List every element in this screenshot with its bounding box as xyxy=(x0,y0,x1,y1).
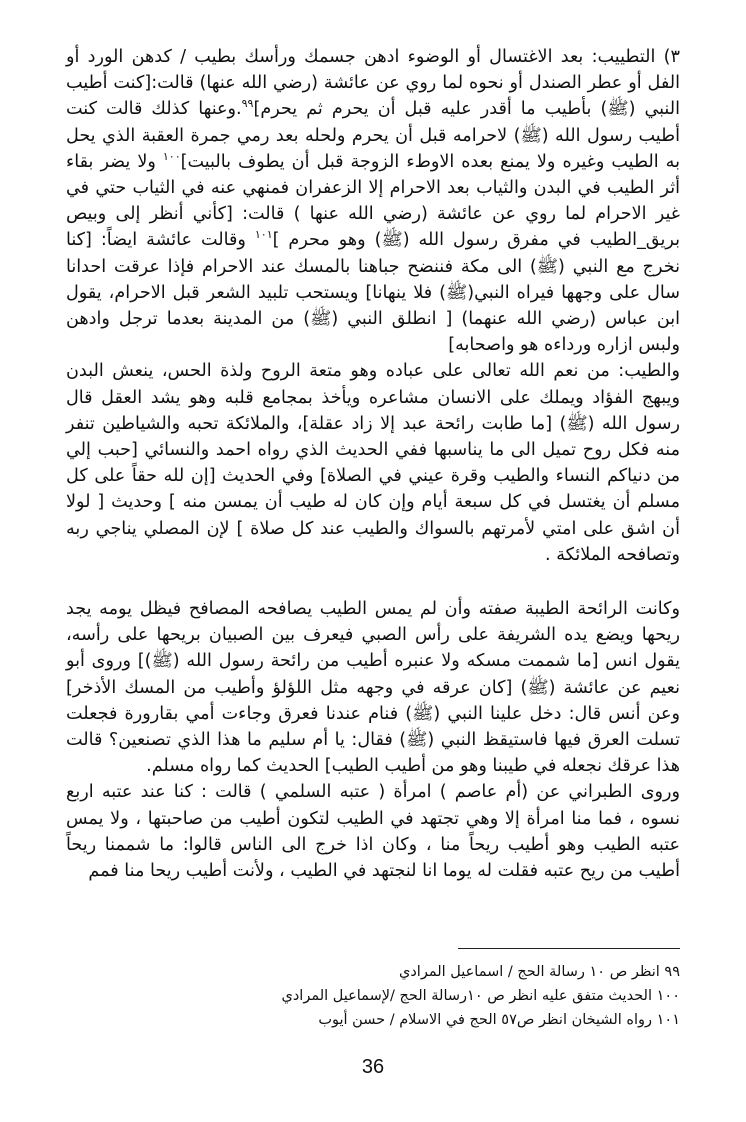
paragraph-prophet-scent: وكانت الرائحة الطيبة صفته وأن لم يمس الطيب يصافحه المصافح فيظل يومه يجد ريحها ويضع يده الشريفة على رأس الصبي فيعرف بين الصبيان بريحها على رأسه، يقول انس [ما شممت مسكه ولا عنبره أطيب من رائحة رسول الله (ﷺ)] وروى أبو نعيم عن عائشة (ﷺ) [كان عرقه في وجهه مثل اللؤلؤ وأطيب من المسك الأذخر] وعن أنس قال: دخل علينا النبي (ﷺ) فنام عندنا فعرق وجاءت أمي بقارورة فجعلت تسلت العرق فيها فاستيقظ النبي (ﷺ) فقال: يا أم سليم ما هذا الذي تصنعين؟ قالت هذا عرقك نجعله في طيبنا وهو من أطيب الطيب] الحديث كما رواه مسلم. xyxy=(66,599,680,777)
footnote-101: ١٠١ رواه الشيخان انظر ص٥٧ الحج في الاسلام / حسن أيوب xyxy=(318,1012,680,1028)
footnote-99: ٩٩ انظر ص ١٠ رسالة الحج / اسماعيل المرادي xyxy=(399,964,680,980)
footnote-100: ١٠٠ الحديث متفق عليه انظر ص ١٠رسالة الحج /لإسماعيل المرادي xyxy=(281,988,680,1004)
paragraph-text: ولا يضر بقاء أثر الطيب في البدن والثياب بعد الاحرام إلا الزعفران فمنهي عنه في الثياب حتي في غير الاحرام لما روي عن عائشة (رضي الله عنها ) قالت: [كأني أنظر إلى وبيص بريق_الطيب في مفرق رسول الله (ﷺ) وهو محرم ] xyxy=(66,151,680,251)
paragraph-tabarani: وروى الطبراني عن (أم عاصم ) امرأة ( عتبه السلمي ) قالت : كنا عند عتبه اربع نسوه ، فما منا امرأة إلا وهي تجتهد في الطيب لتكون أطيب من صاحبتها ، ولا يمس عتبه الطيب وهو أطيب ريحاً منا ، وكان اذا خرج الى الناس قالوا: ما شممنا ريحاً أطيب من ريح عتبه فقلت له يوما انا لنجتهد في الطيب ، ولأنت أطيب ريحا منا فمم xyxy=(66,782,680,882)
footnote-divider xyxy=(458,948,680,949)
footnote-ref-101: ١٠١ xyxy=(254,228,273,242)
paragraph-text: التطييب: بعد الاغتسال أو الوضوء ادهن جسمك ورأسك بطيب / كدهن الورد أو الفل أو عطر الصندل أو نحوه لما روي عن عائشة (رضي الله عنها) قالت:[كنت أطيب النبي (ﷺ) بأطيب ما أقدر عليه قبل أن يحرم ثم يحرم] xyxy=(66,47,680,120)
paragraph-perfuming xyxy=(66,44,680,358)
footnotes xyxy=(66,960,680,1032)
main-text xyxy=(66,44,680,884)
paragraph-text: .وعنها كذلك قالت كنت أطيب رسول الله (ﷺ) لاحرامه قبل أن يحرم ولحله بعد رمي جمرة العقبة الذي يحل به الطيب وغيره ولا يمنع بعده الاوطء الزوجة قبل أن يطوف بالبيت] xyxy=(66,99,680,172)
paragraph-perfume-virtue: والطيب: من نعم الله تعالى على عباده وهو متعة الروح ولذة الحس، ينعش البدن ويبهج الفؤاد ويملك على الانسان مشاعره ويأخذ بمجامع قلبه وهو يشد العقل قال رسول الله (ﷺ) [ما طابت رائحة عبد إلا زاد عقلة]، والملائكة تحبه والشياطين تنفر منه فكل روح تميل الى ما يناسبها ففي الحديث الذي رواه احمد والنسائي [حبب إلي من دنياكم النساء والطيب وقرة عيني في الصلاة] وفي الحديث [إن لله حقاً على كل مسلم أن يغتسل في كل سبعة أيام وإن كان له طيب أن يمسن منه ] وحديث [ لولا أن اشق على امتي لأمرتهم بالسواك والطيب عند كل صلاة ] لإن المصلي يناجي ربه وتصافحه الملائكة . xyxy=(66,361,680,565)
paragraph-text: وقالت عائشة ايضاً: [كنا نخرج مع النبي (ﷺ) الى مكة فننضح جباهنا بالمسك عند الاحرام فإذا عرقت احدانا سال على وجهها فيراه النبي(ﷺ) فلا ينهانا] ويستحب تلبيد الشعر قبل الاحرام، يقول ابن عباس (رضي الله عنهما) [ انطلق النبي (ﷺ) من المدينة بعدما ترجل وادهن ولبس ازاره ورداءه هو واصحابه] xyxy=(66,230,680,356)
footnote-ref-100: ١٠٠ xyxy=(162,149,181,163)
page-number: 36 xyxy=(361,1056,385,1078)
footnote-ref-99: ٩٩ xyxy=(241,97,254,111)
item-number: ٣) xyxy=(663,47,680,67)
